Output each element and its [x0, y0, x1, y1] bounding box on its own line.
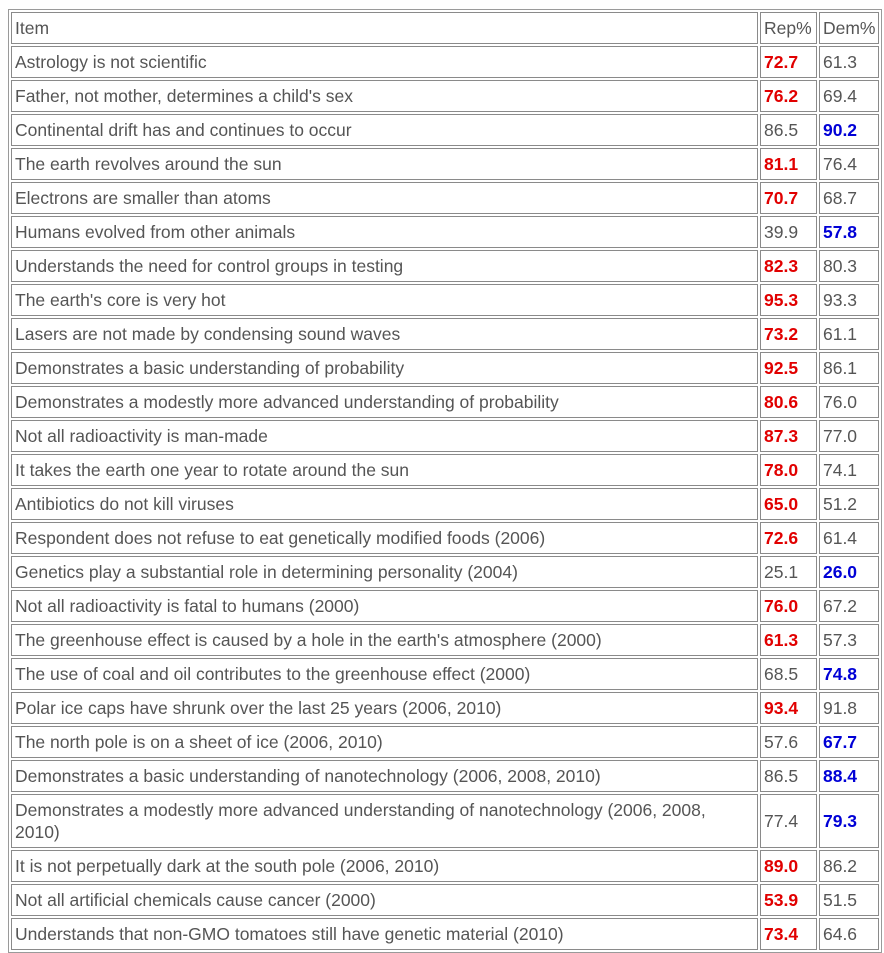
item-cell: Humans evolved from other animals: [11, 216, 758, 248]
dem-percent-cell: 86.1: [819, 352, 879, 384]
table-row: [11, 182, 879, 214]
dem-percent-cell: 88.4: [819, 760, 879, 792]
table-row: [11, 760, 879, 792]
rep-percent-cell: 65.0: [760, 488, 817, 520]
item-cell: Father, not mother, determines a child's sex: [11, 80, 758, 112]
item-cell: Not all radioactivity is man-made: [11, 420, 758, 452]
item-cell: Demonstrates a basic understanding of nanotechnology (2006, 2008, 2010): [11, 760, 758, 792]
table-row: [11, 794, 879, 848]
item-cell: Understands the need for control groups in testing: [11, 250, 758, 282]
item-cell: The use of coal and oil contributes to the greenhouse effect (2000): [11, 658, 758, 690]
item-cell: Not all radioactivity is fatal to humans (2000): [11, 590, 758, 622]
item-cell: The earth's core is very hot: [11, 284, 758, 316]
table-row: [11, 850, 879, 882]
rep-percent-cell: 86.5: [760, 114, 817, 146]
item-cell: Respondent does not refuse to eat genetically modified foods (2006): [11, 522, 758, 554]
rep-percent-cell: 76.0: [760, 590, 817, 622]
table-row: [11, 884, 879, 916]
table-row: [11, 148, 879, 180]
rep-percent-cell: 53.9: [760, 884, 817, 916]
item-cell: Astrology is not scientific: [11, 46, 758, 78]
rep-percent-cell: 78.0: [760, 454, 817, 486]
dem-percent-cell: 61.4: [819, 522, 879, 554]
dem-percent-cell: 68.7: [819, 182, 879, 214]
table-row: [11, 556, 879, 588]
dem-percent-cell: 91.8: [819, 692, 879, 724]
table-row: [11, 658, 879, 690]
item-cell: The greenhouse effect is caused by a hole in the earth's atmosphere (2000): [11, 624, 758, 656]
rep-percent-cell: 61.3: [760, 624, 817, 656]
table-row: [11, 726, 879, 758]
rep-percent-cell: 73.4: [760, 918, 817, 950]
table-row: [11, 488, 879, 520]
item-cell: Continental drift has and continues to occur: [11, 114, 758, 146]
rep-percent-cell: 87.3: [760, 420, 817, 452]
rep-percent-cell: 39.9: [760, 216, 817, 248]
dem-percent-cell: 51.5: [819, 884, 879, 916]
table-row: [11, 352, 879, 384]
item-cell: Lasers are not made by condensing sound waves: [11, 318, 758, 350]
science-knowledge-table: [9, 10, 881, 952]
item-cell: The earth revolves around the sun: [11, 148, 758, 180]
table-row: [11, 454, 879, 486]
dem-percent-cell: 61.1: [819, 318, 879, 350]
dem-percent-cell: 90.2: [819, 114, 879, 146]
table-row: [11, 250, 879, 282]
rep-percent-cell: 93.4: [760, 692, 817, 724]
science-knowledge-table-container: [8, 9, 882, 953]
dem-percent-cell: 74.1: [819, 454, 879, 486]
rep-percent-cell: 82.3: [760, 250, 817, 282]
item-cell: Electrons are smaller than atoms: [11, 182, 758, 214]
item-cell: Understands that non-GMO tomatoes still have genetic material (2010): [11, 918, 758, 950]
table-row: [11, 590, 879, 622]
item-cell: The north pole is on a sheet of ice (2006, 2010): [11, 726, 758, 758]
dem-percent-cell: 77.0: [819, 420, 879, 452]
table-row: [11, 624, 879, 656]
item-cell: Demonstrates a basic understanding of probability: [11, 352, 758, 384]
item-cell: Demonstrates a modestly more advanced understanding of nanotechnology (2006, 2008, 2010): [11, 794, 758, 848]
dem-percent-cell: 51.2: [819, 488, 879, 520]
table-row: [11, 216, 879, 248]
dem-percent-cell: 76.4: [819, 148, 879, 180]
table-row: [11, 284, 879, 316]
rep-percent-cell: 81.1: [760, 148, 817, 180]
table-row: [11, 692, 879, 724]
item-cell: It is not perpetually dark at the south pole (2006, 2010): [11, 850, 758, 882]
dem-percent-cell: 57.3: [819, 624, 879, 656]
item-cell: Not all artificial chemicals cause cancer (2000): [11, 884, 758, 916]
item-cell: Genetics play a substantial role in determining personality (2004): [11, 556, 758, 588]
table-row: [11, 386, 879, 418]
table-body: [11, 46, 879, 950]
rep-percent-cell: 25.1: [760, 556, 817, 588]
rep-percent-cell: 80.6: [760, 386, 817, 418]
dem-percent-cell: 64.6: [819, 918, 879, 950]
table-row: [11, 114, 879, 146]
dem-percent-cell: 93.3: [819, 284, 879, 316]
rep-percent-cell: 77.4: [760, 794, 817, 848]
dem-percent-cell: 67.7: [819, 726, 879, 758]
dem-percent-cell: 86.2: [819, 850, 879, 882]
dem-percent-cell: 74.8: [819, 658, 879, 690]
item-cell: It takes the earth one year to rotate around the sun: [11, 454, 758, 486]
item-cell: Antibiotics do not kill viruses: [11, 488, 758, 520]
rep-percent-cell: 72.6: [760, 522, 817, 554]
header-item: Item: [11, 12, 758, 44]
table-row: [11, 420, 879, 452]
dem-percent-cell: 67.2: [819, 590, 879, 622]
rep-percent-cell: 70.7: [760, 182, 817, 214]
item-cell: Demonstrates a modestly more advanced understanding of probability: [11, 386, 758, 418]
rep-percent-cell: 92.5: [760, 352, 817, 384]
dem-percent-cell: 57.8: [819, 216, 879, 248]
rep-percent-cell: 68.5: [760, 658, 817, 690]
table-header-row: [11, 12, 879, 44]
rep-percent-cell: 73.2: [760, 318, 817, 350]
rep-percent-cell: 72.7: [760, 46, 817, 78]
dem-percent-cell: 26.0: [819, 556, 879, 588]
table-row: [11, 318, 879, 350]
rep-percent-cell: 89.0: [760, 850, 817, 882]
table-row: [11, 522, 879, 554]
dem-percent-cell: 80.3: [819, 250, 879, 282]
rep-percent-cell: 95.3: [760, 284, 817, 316]
header-rep-percent: Rep%: [760, 12, 817, 44]
table-row: [11, 46, 879, 78]
dem-percent-cell: 76.0: [819, 386, 879, 418]
header-dem-percent: Dem%: [819, 12, 879, 44]
dem-percent-cell: 69.4: [819, 80, 879, 112]
table-row: [11, 918, 879, 950]
dem-percent-cell: 79.3: [819, 794, 879, 848]
table-row: [11, 80, 879, 112]
rep-percent-cell: 57.6: [760, 726, 817, 758]
rep-percent-cell: 86.5: [760, 760, 817, 792]
item-cell: Polar ice caps have shrunk over the last 25 years (2006, 2010): [11, 692, 758, 724]
dem-percent-cell: 61.3: [819, 46, 879, 78]
rep-percent-cell: 76.2: [760, 80, 817, 112]
